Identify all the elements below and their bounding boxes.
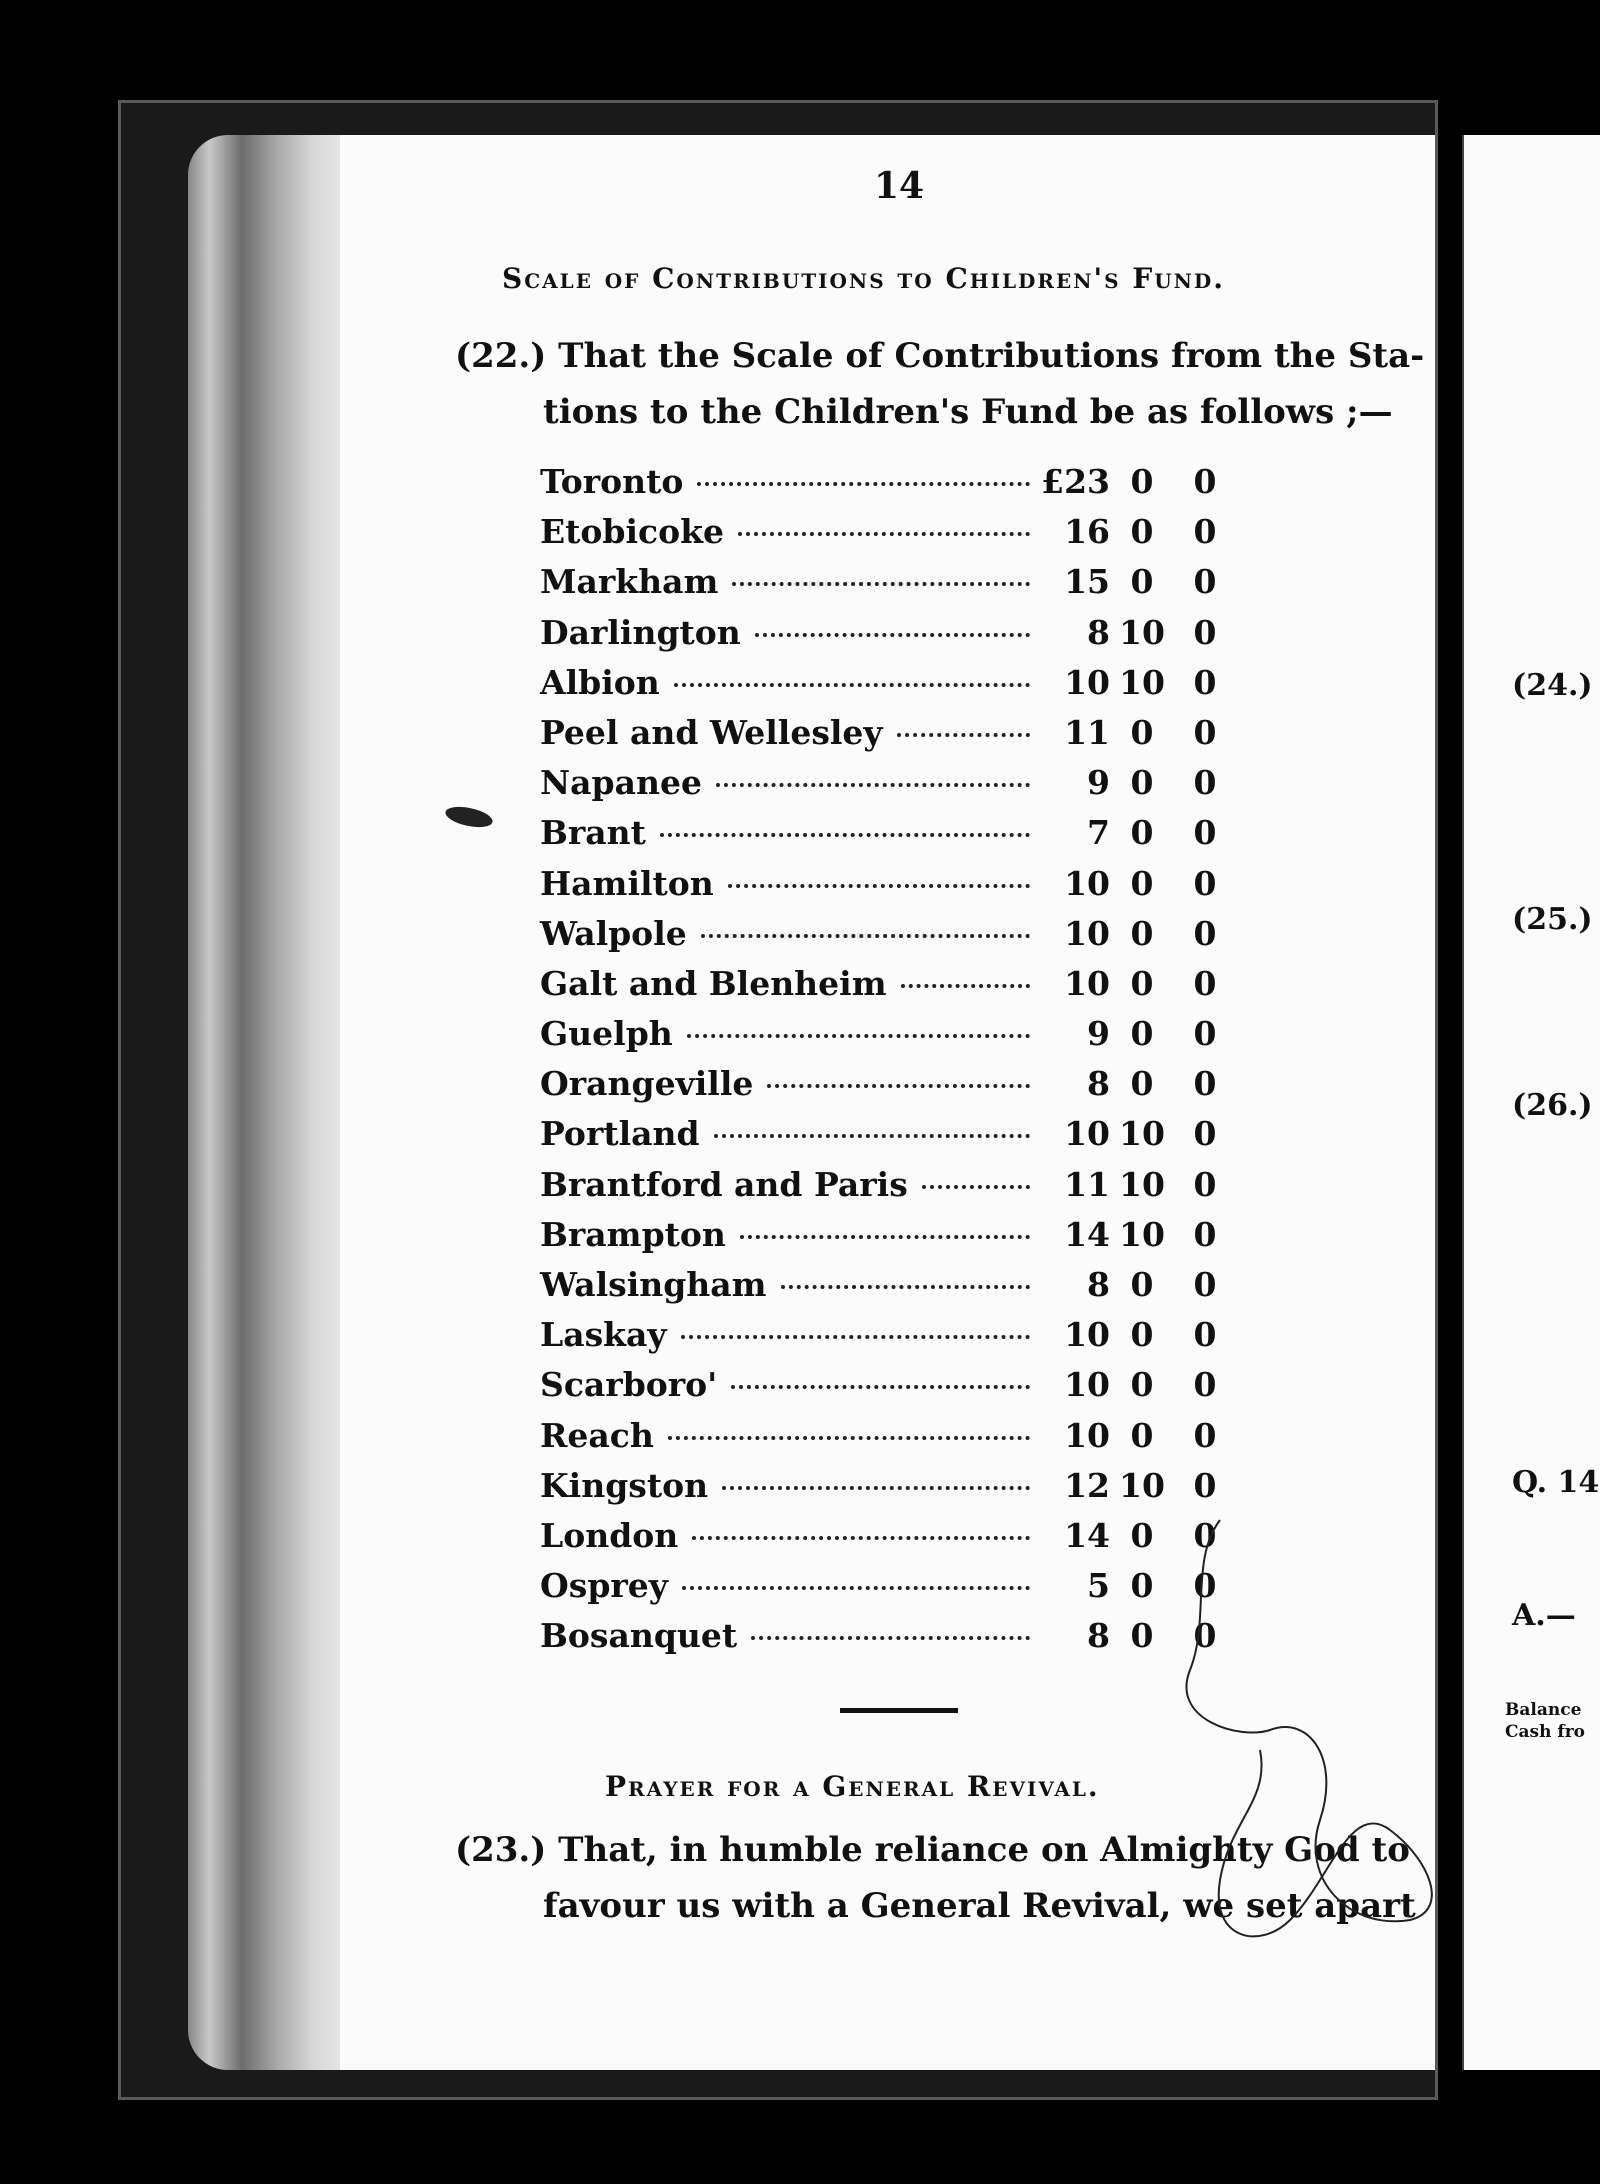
pounds-value: 5 [1087,1566,1110,1606]
table-row [540,964,1260,1014]
station-name: Etobicoke [540,512,724,552]
pence-value: 0 [1193,1114,1217,1154]
table-row [540,462,1260,512]
pence-value: 0 [1193,763,1217,803]
table-row [540,1064,1260,1114]
shillings-value: 0 [1130,863,1154,903]
leader-dots [697,478,1030,486]
pence-value: 0 [1193,712,1217,752]
pounds-value: 14 [1064,1515,1110,1555]
pounds-value: 8 [1087,1616,1110,1656]
table-row [540,864,1260,914]
table-row [540,512,1260,562]
station-name: Brantford and Paris [540,1164,908,1204]
table-row [540,1315,1260,1365]
station-name: Osprey [540,1566,668,1606]
resolution-22 [455,328,1424,440]
station-name: Galt and Blenheim [540,963,887,1003]
pence-value: 0 [1193,1315,1217,1355]
leader-dots [897,729,1030,737]
pence-value: 0 [1193,1365,1217,1405]
station-name: Walsingham [540,1265,767,1304]
leader-dots [731,1381,1030,1389]
station-name: Kingston [540,1465,709,1505]
shillings-value: 0 [1130,1566,1154,1606]
shillings-value: 10 [1119,612,1165,652]
pence-value: 0 [1193,662,1217,702]
pence-value: 0 [1193,612,1217,652]
pence-value: 0 [1193,1214,1217,1254]
shillings-value: 10 [1119,1164,1165,1204]
pence-value: 0 [1193,1265,1217,1304]
right-page-item: (26.) [1512,1088,1593,1123]
station-name: Napanee [540,763,702,803]
shillings-value: 0 [1130,1265,1154,1304]
station-name: Darlington [540,612,741,652]
section-heading: Scale of Contributions to Children's Fund. [502,262,1226,295]
station-name: Brant [540,813,646,853]
shillings-value: 0 [1130,763,1154,803]
leader-dots [732,578,1030,586]
leader-dots [682,1582,1030,1590]
right-page-answer: A.— [1512,1598,1576,1633]
station-name: Markham [540,562,719,602]
leader-dots [687,1030,1030,1038]
leader-dots [901,980,1030,988]
table-row [540,613,1260,663]
table-row [540,663,1260,713]
resolution-line: That the Scale of Contributions from the Sta- [558,336,1425,376]
station-name: Portland [540,1114,700,1154]
leader-dots [668,1432,1030,1440]
station-name: Reach [540,1415,654,1455]
pounds-value: 8 [1087,612,1110,652]
leader-dots [692,1532,1030,1540]
pounds-value: 10 [1064,863,1110,903]
station-name: Walpole [540,913,687,953]
pounds-value: 9 [1087,1014,1110,1054]
right-page-item: (24.) [1512,668,1593,703]
pounds-value: 10 [1064,1114,1110,1154]
pounds-value: 11 [1064,1164,1110,1204]
station-name: Hamilton [540,863,714,903]
leader-dots [660,829,1030,837]
pounds-value: 11 [1064,712,1110,752]
station-name: Albion [540,662,660,702]
shillings-value: 0 [1130,1014,1154,1054]
table-row [540,1265,1260,1315]
station-name: London [540,1515,679,1555]
shillings-value: 0 [1130,963,1154,1003]
shillings-value: 0 [1130,913,1154,953]
shillings-value: 10 [1119,1114,1165,1154]
pounds-value: £23 [1041,462,1110,501]
station-name: Peel and Wellesley [540,712,883,752]
pounds-value: 16 [1064,512,1110,552]
pounds-value: 10 [1064,662,1110,702]
pence-value: 0 [1193,1616,1217,1656]
pounds-value: 10 [1064,1315,1110,1355]
leader-dots [738,528,1030,536]
shillings-value: 0 [1130,1616,1154,1656]
leader-dots [681,1331,1030,1339]
pence-value: 0 [1193,1014,1217,1054]
ink-scribble [1150,1500,1450,1960]
pounds-value: 8 [1087,1265,1110,1304]
leader-dots [674,679,1030,687]
shillings-value: 0 [1130,1415,1154,1455]
leader-dots [714,1130,1030,1138]
pence-value: 0 [1193,562,1217,602]
pounds-value: 10 [1064,963,1110,1003]
station-name: Scarboro' [540,1365,718,1405]
table-row [540,1165,1260,1215]
pounds-value: 10 [1064,1415,1110,1455]
pounds-value: 9 [1087,763,1110,803]
station-name: Toronto [540,462,684,501]
pence-value: 0 [1193,963,1217,1003]
pence-value: 0 [1193,512,1217,552]
table-row [540,914,1260,964]
pounds-value: 8 [1087,1064,1110,1104]
pence-value: 0 [1193,1566,1217,1606]
station-name: Orangeville [540,1064,754,1104]
pence-value: 0 [1193,462,1217,501]
pence-value: 0 [1193,1515,1217,1555]
resolution-line: That, in humble reliance on Almighty God to [558,1830,1410,1870]
page-number: 14 [874,165,925,207]
table-row [540,763,1260,813]
pence-value: 0 [1193,1415,1217,1455]
resolution-line: favour us with a General Revival, we set apart [543,1886,1416,1926]
leader-dots [781,1281,1030,1289]
table-row [540,1014,1260,1064]
pounds-value: 12 [1064,1465,1110,1505]
shillings-value: 0 [1130,562,1154,602]
right-page-cash: Cash fro [1505,1722,1586,1742]
table-row [540,713,1260,763]
table-row [540,1215,1260,1265]
pence-value: 0 [1193,863,1217,903]
leader-dots [716,779,1030,787]
pence-value: 0 [1193,813,1217,853]
shillings-value: 10 [1119,1465,1165,1505]
leader-dots [728,880,1030,888]
right-page-question: Q. 14 [1512,1465,1600,1500]
shillings-value: 0 [1130,813,1154,853]
shillings-value: 0 [1130,462,1154,501]
shillings-value: 10 [1119,1214,1165,1254]
shillings-value: 0 [1130,1064,1154,1104]
table-row [540,562,1260,612]
station-name: Laskay [540,1315,667,1355]
leader-dots [740,1231,1030,1239]
station-name: Bosanquet [540,1616,738,1656]
leader-dots [767,1080,1030,1088]
shillings-value: 0 [1130,512,1154,552]
resolution-line: tions to the Children's Fund be as follows ;— [543,392,1393,432]
leader-dots [751,1632,1030,1640]
shillings-value: 0 [1130,1365,1154,1405]
pence-value: 0 [1193,1064,1217,1104]
section-heading-2: Prayer for a General Revival. [605,1770,1100,1803]
contributions-table [540,462,1260,1667]
right-page-balance: Balance [1505,1700,1582,1720]
resolution-number: (22.) [455,336,547,376]
pounds-value: 15 [1064,562,1110,602]
pounds-value: 10 [1064,913,1110,953]
table-row [540,1114,1260,1164]
pence-value: 0 [1193,913,1217,953]
pounds-value: 7 [1087,813,1110,853]
shillings-value: 0 [1130,1515,1154,1555]
station-name: Brampton [540,1214,726,1254]
pounds-value: 10 [1064,1365,1110,1405]
table-row [540,813,1260,863]
right-page-item: (25.) [1512,902,1593,937]
pence-value: 0 [1193,1164,1217,1204]
section-divider [840,1708,958,1713]
shillings-value: 10 [1119,662,1165,702]
leader-dots [722,1482,1030,1490]
station-name: Guelph [540,1014,673,1054]
pence-value: 0 [1193,1465,1217,1505]
table-row [540,1416,1260,1466]
resolution-number: (23.) [455,1830,547,1870]
leader-dots [922,1181,1030,1189]
pounds-value: 14 [1064,1214,1110,1254]
leader-dots [755,629,1030,637]
leader-dots [701,930,1030,938]
shillings-value: 0 [1130,1315,1154,1355]
table-row [540,1365,1260,1415]
shillings-value: 0 [1130,712,1154,752]
